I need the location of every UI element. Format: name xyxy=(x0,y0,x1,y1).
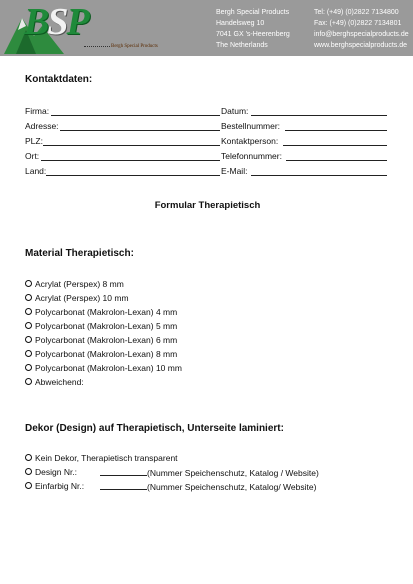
radio-bullet[interactable] xyxy=(25,294,32,301)
radio-bullet[interactable] xyxy=(25,308,32,315)
kontaktperson-field[interactable] xyxy=(221,135,387,147)
contact-section-title: Kontaktdaten: xyxy=(25,74,93,85)
design-number-input[interactable] xyxy=(100,467,319,478)
company-contact xyxy=(314,7,409,51)
material-option[interactable]: Acrylat (Perspex) 8 mm xyxy=(25,279,124,289)
einfarbig-note: (Nummer Speichenschutz, Katalog/ Website) xyxy=(147,482,317,492)
dekor-option-design[interactable]: Design Nr.: xyxy=(25,467,77,477)
field-label: E-Mail: xyxy=(221,166,248,176)
form-title: Formular Therapietisch xyxy=(154,200,261,211)
einfarbig-number-input[interactable] xyxy=(100,481,316,492)
ort-field[interactable] xyxy=(25,150,220,162)
field-line[interactable] xyxy=(43,145,220,146)
contact-email[interactable]: info@berghspecialproducts.de xyxy=(314,31,409,38)
radio-bullet[interactable] xyxy=(25,468,32,475)
input-line[interactable] xyxy=(100,481,147,490)
radio-bullet[interactable] xyxy=(25,350,32,357)
field-label: Bestellnummer: xyxy=(221,121,281,131)
material-option[interactable]: Polycarbonat (Makrolon-Lexan) 5 mm xyxy=(25,321,177,331)
input-line[interactable] xyxy=(100,467,147,476)
material-section-title: Material Therapietisch: xyxy=(25,248,134,259)
radio-bullet[interactable] xyxy=(25,280,32,287)
telefonnummer-field[interactable] xyxy=(221,150,387,162)
field-line[interactable] xyxy=(283,145,387,146)
material-option[interactable]: Polycarbonat (Makrolon-Lexan) 4 mm xyxy=(25,307,177,317)
address-line: Bergh Special Products xyxy=(216,9,290,16)
logo-letters: BSP xyxy=(24,1,88,43)
field-label: Datum: xyxy=(221,106,249,116)
field-label: Kontaktperson: xyxy=(221,136,279,146)
radio-bullet[interactable] xyxy=(25,322,32,329)
field-line[interactable] xyxy=(251,175,387,176)
address-line: Handelsweg 10 xyxy=(216,20,265,27)
field-line[interactable] xyxy=(60,130,220,131)
address-line: The Netherlands xyxy=(216,42,268,49)
field-line[interactable] xyxy=(251,115,387,116)
field-label: PLZ: xyxy=(25,136,43,146)
material-option[interactable]: Polycarbonat (Makrolon-Lexan) 10 mm xyxy=(25,363,182,373)
material-option[interactable]: Polycarbonat (Makrolon-Lexan) 8 mm xyxy=(25,349,177,359)
material-option[interactable]: Acrylat (Perspex) 10 mm xyxy=(25,293,129,303)
radio-bullet[interactable] xyxy=(25,336,32,343)
bestellnummer-field[interactable] xyxy=(221,120,387,132)
field-line[interactable] xyxy=(51,115,220,116)
land-field[interactable] xyxy=(25,165,220,177)
logo-dots xyxy=(84,46,110,47)
field-label: Ort: xyxy=(25,151,40,161)
field-label: Land: xyxy=(25,166,47,176)
dekor-option-none[interactable]: Kein Dekor, Therapietisch transparent xyxy=(25,453,178,463)
logo-tagline: Bergh Special Products xyxy=(111,44,158,49)
firma-field[interactable] xyxy=(25,105,220,117)
field-label: Telefonnummer: xyxy=(221,151,282,161)
radio-bullet[interactable] xyxy=(25,378,32,385)
dekor-section-title: Dekor (Design) auf Therapietisch, Unterseite laminiert: xyxy=(25,423,284,434)
company-logo xyxy=(4,2,194,54)
plz-field[interactable] xyxy=(25,135,220,147)
contact-website[interactable]: www.berghspecialproducts.de xyxy=(314,42,407,49)
field-label: Adresse: xyxy=(25,121,59,131)
datum-field[interactable] xyxy=(221,105,387,117)
radio-bullet[interactable] xyxy=(25,454,32,461)
material-option-custom[interactable]: Abweichend: xyxy=(25,377,84,387)
radio-bullet[interactable] xyxy=(25,364,32,371)
contact-line: Tel: (+49) (0)2822 7134800 xyxy=(314,9,399,16)
letterhead-banner xyxy=(0,0,413,56)
address-line: 7041 GX 's-Heerenberg xyxy=(216,31,290,38)
design-note: (Nummer Speichenschutz, Katalog / Website) xyxy=(147,468,319,478)
adresse-field[interactable] xyxy=(25,120,220,132)
field-label: Firma: xyxy=(25,106,50,116)
company-address xyxy=(216,7,290,51)
field-line[interactable] xyxy=(46,175,220,176)
dekor-option-einfarbig[interactable]: Einfarbig Nr.: xyxy=(25,481,84,491)
field-line[interactable] xyxy=(285,130,387,131)
field-line[interactable] xyxy=(286,160,387,161)
field-line[interactable] xyxy=(41,160,220,161)
contact-line: Fax: (+49) (0)2822 7134801 xyxy=(314,20,402,27)
email-field[interactable] xyxy=(221,165,387,177)
material-option[interactable]: Polycarbonat (Makrolon-Lexan) 6 mm xyxy=(25,335,177,345)
radio-bullet[interactable] xyxy=(25,482,32,489)
